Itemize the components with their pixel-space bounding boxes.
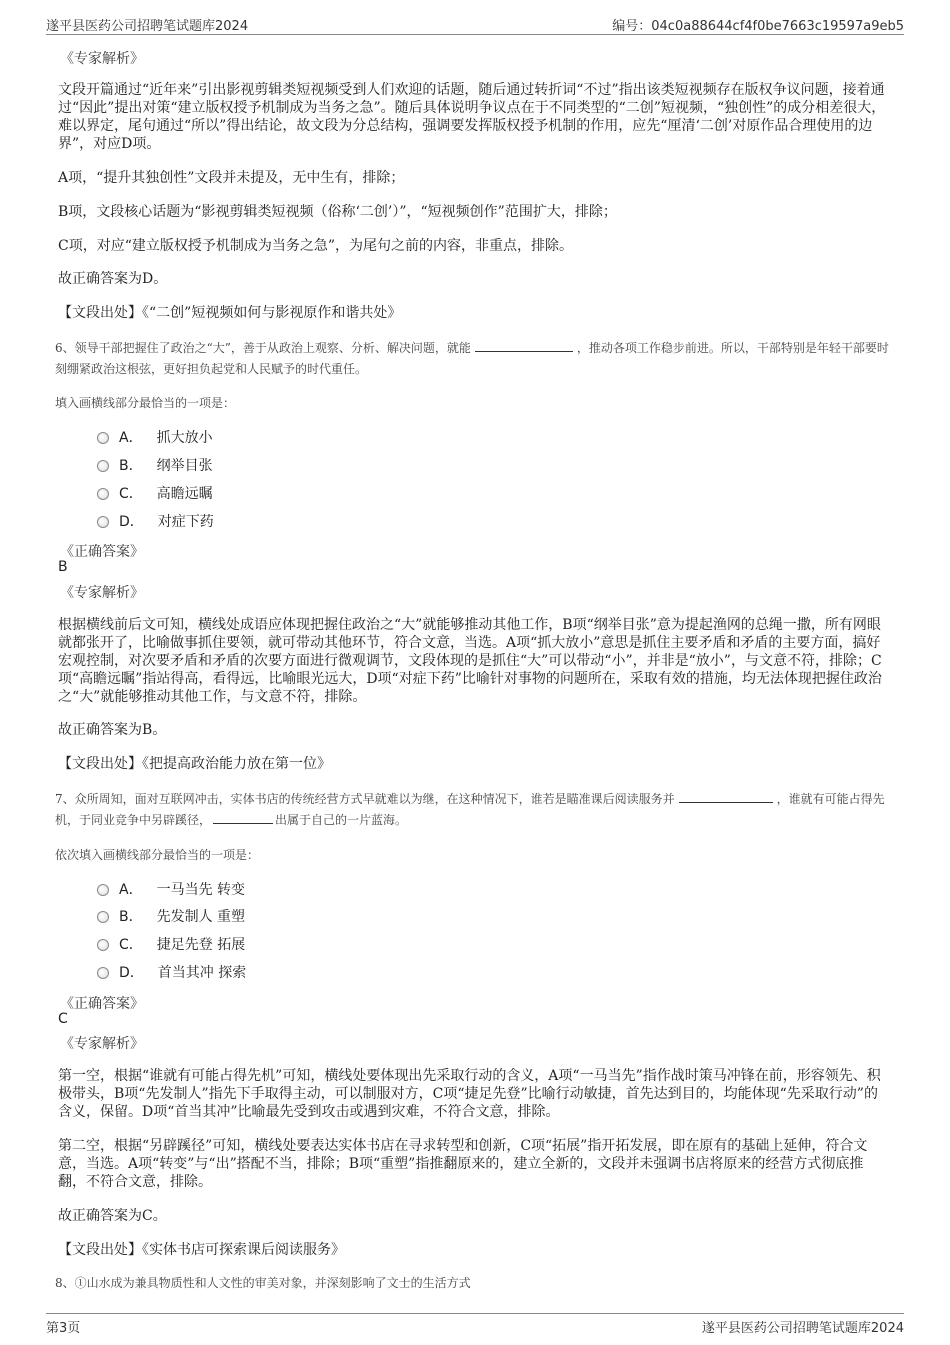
option-text: 捷足先登 拓展	[156, 937, 246, 953]
option-text: 纲举目张	[156, 458, 213, 474]
option-key: A．	[119, 882, 143, 898]
q5-source: 【文段出处】《“二创”短视频如何与影视原作和谐共处》	[58, 305, 402, 321]
radio-icon[interactable]	[97, 432, 109, 444]
option-key: C．	[119, 486, 143, 502]
q7-analysis-paragraph-2: 第二空，根据“另辟蹊径”可知，横线处要表达实体书店在寻求转型和创新，C项“拓展”指开拓发展，即在原有的基础上延伸，符合文意，当选。A项“转变”与“出”搭配不当，排除；B项“重塑”指推翻原来的，建立全新的，文段并未强调书店将原来的经营方式彻底推翻，不符合文意，排除。	[58, 1138, 868, 1190]
q6-option-a[interactable]	[97, 427, 213, 447]
radio-icon[interactable]	[97, 488, 109, 500]
option-key: B．	[119, 458, 143, 474]
q7-answer-label: 《正确答案》	[60, 996, 144, 1012]
q7-blank-1	[679, 790, 773, 803]
option-key: B．	[119, 909, 143, 925]
q7-analysis-label: 《专家解析》	[60, 1036, 144, 1052]
q5-analysis-paragraph: 文段开篇通过“近年来”引出影视剪辑类短视频受到人们欢迎的话题，随后通过转折词“不过”指出该类短视频存在版权争议问题，接着通过“因此”提出对策“建立版权授予机制成为当务之急”。随后具体说明争议点在于不同类型的“二创”短视频，“独创性”的成分相差很大，难以界定，尾句通过“所以”得出结论，故文段为分总结构，强调要发挥版权授予机制的作用，应先“厘清‘二创’对原作品合理使用的边界”，对应D项。	[58, 82, 886, 152]
q6-option-c[interactable]	[97, 483, 213, 503]
q6-answer-label: 《正确答案》	[60, 544, 144, 560]
option-key: C．	[119, 937, 143, 953]
radio-icon[interactable]	[97, 884, 109, 896]
option-text: 首当其冲 探索	[157, 965, 247, 981]
radio-icon[interactable]	[97, 911, 109, 923]
q7-option-d[interactable]	[97, 962, 246, 982]
q6-hint: 填入画横线部分最恰当的一项是：	[55, 396, 236, 410]
q7-option-a[interactable]	[97, 879, 245, 899]
option-text: 一马当先 转变	[156, 882, 246, 898]
q6-conclusion: 故正确答案为B。	[58, 722, 167, 738]
header-code: 编号：04c0a88644cf4f0be7663c19597a9eb5	[612, 19, 904, 34]
option-text: 对症下药	[157, 514, 214, 530]
option-key: A．	[119, 430, 143, 446]
q6-option-d[interactable]	[97, 511, 214, 531]
q6-answer: B	[58, 559, 68, 575]
q7-analysis-paragraph-1: 第一空，根据“谁就有可能占得先机”可知，横线处要体现出先采取行动的含义，A项“一马当先”指作战时策马冲锋在前，形容领先、积极带头，B项“先发制人”指先下手取得主动，可以制服对方，C项“捷足先登”比喻行动敏捷，首先达到目的，均能体现“先采取行动”的含义，保留。D项“首当其冲”比喻最先受到攻击或遇到灾难，不符合文意，排除。	[58, 1068, 881, 1120]
q6-blank	[475, 339, 573, 352]
q7-stem-part3: 出属于自己的一片蓝海。	[275, 813, 408, 827]
q6-analysis-paragraph: 根据横线前后文可知，横线处成语应体现把握住政治之“大”就能够推动其他工作，B项“纲举目张”意为提起渔网的总绳一撒，所有网眼就都张开了，比喻做事抓住要领，就可带动其他环节，符合文意，当选。A项“抓大放小”意思是抓住主要矛盾和矛盾的主要方面，搞好宏观控制，对次要矛盾和矛盾的次要方面进行微观调节，文段体现的是抓住“大”可以带动“小”，并非是“放小”，与文意不符，排除；C项“高瞻远瞩”指站得高，看得远，比喻眼光远大，D项“对症下药”比喻针对事物的问题所在，采取有效的措施，均无法体现把握住政治之“大”就能够推动其他工作，与文意不符，排除。	[58, 617, 882, 705]
q7-conclusion: 故正确答案为C。	[58, 1208, 167, 1224]
option-key: D．	[119, 965, 144, 981]
footer-title: 遂平县医药公司招聘笔试题库2024	[701, 1321, 904, 1336]
radio-icon[interactable]	[97, 967, 109, 979]
q5-option-c-analysis: C项，对应“建立版权授予机制成为当务之急”，为尾句之前的内容，非重点，排除。	[58, 238, 574, 254]
q6-stem-part1: 6、领导干部把握住了政治之“大”，善于从政治上观察、分析、解决问题，就能	[55, 341, 471, 355]
radio-icon[interactable]	[97, 516, 109, 528]
option-text: 抓大放小	[156, 430, 213, 446]
q7-stem-part1: 7、众所周知，面对互联网冲击，实体书店的传统经营方式早就难以为继，在这种情况下，谁若是瞄准课后阅读服务并	[55, 792, 675, 806]
q6-stem-part2: ，推动各项工作稳步前进。所以，干部特别是年轻干部要时刻绷紧政治这根弦，更好担负起党和人民赋予的时代重任。	[55, 341, 889, 376]
q5-option-b-analysis: B项，文段核心话题为“影视剪辑类短视频（俗称‘二创’）”，“短视频创作”范围扩大，排除；	[58, 204, 617, 220]
q5-option-a-analysis: A项，“提升其独创性”文段并未提及，无中生有，排除；	[58, 170, 405, 186]
q6-source: 【文段出处】《把提高政治能力放在第一位》	[58, 756, 331, 772]
q7-source: 【文段出处】《实体书店可探索课后阅读服务》	[58, 1242, 345, 1258]
q7-option-c[interactable]	[97, 934, 245, 954]
q5-conclusion: 故正确答案为D。	[58, 271, 168, 287]
page-header	[46, 14, 904, 35]
option-text: 高瞻远瞩	[156, 486, 213, 502]
q6-stem	[55, 338, 900, 380]
q7-stem-part2: ，谁就有可能占得先机，于同业竞争中另辟蹊径，	[55, 792, 885, 827]
radio-icon[interactable]	[97, 939, 109, 951]
footer-page-number: 第3页	[46, 1321, 81, 1336]
q7-option-b[interactable]	[97, 906, 245, 926]
header-title: 遂平县医药公司招聘笔试题库2024	[46, 19, 249, 34]
radio-icon[interactable]	[97, 460, 109, 472]
q7-answer: C	[58, 1011, 68, 1027]
page-footer	[46, 1313, 904, 1334]
q7-stem	[55, 789, 900, 831]
q7-hint: 依次填入画横线部分最恰当的一项是：	[55, 848, 260, 862]
q6-option-b[interactable]	[97, 455, 213, 475]
q5-analysis-label: 《专家解析》	[60, 51, 144, 67]
q7-blank-2	[213, 811, 273, 824]
option-text: 先发制人 重塑	[156, 909, 246, 925]
q8-stem: 8、①山水成为兼具物质性和人文性的审美对象，并深刻影响了文士的生活方式	[55, 1276, 471, 1290]
q6-analysis-label: 《专家解析》	[60, 585, 144, 601]
option-key: D．	[119, 514, 144, 530]
